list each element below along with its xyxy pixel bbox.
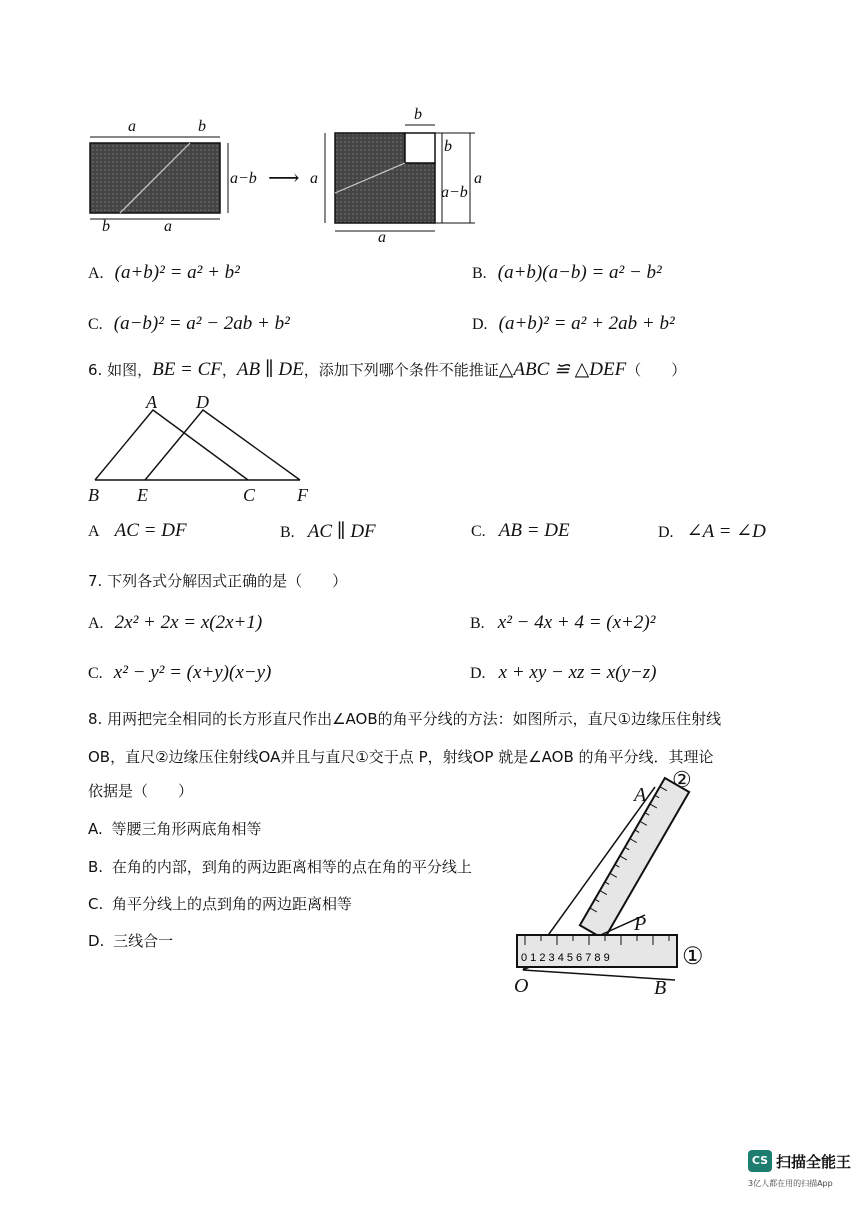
q7-option-d[interactable] bbox=[470, 662, 656, 684]
q5-label-amb-right: a−b bbox=[441, 184, 468, 201]
q7-stem: 7. 下列各式分解因式正确的是（ ） bbox=[88, 572, 348, 590]
q8-option-c[interactable] bbox=[88, 893, 352, 914]
q5-label-a-top: a bbox=[128, 118, 136, 135]
q6-point-a: A bbox=[146, 392, 157, 412]
ruler-1 bbox=[517, 935, 677, 967]
q6-stem-mid: ，添加下列哪个条件不能推证 bbox=[303, 361, 499, 379]
q5-label-a-right-bottom: a bbox=[378, 229, 386, 246]
q8-option-a[interactable] bbox=[88, 818, 262, 839]
option-text: 三线合一 bbox=[113, 932, 174, 950]
option-expr: x + xy − xz = x(y−z) bbox=[498, 662, 657, 683]
q5-arrow: ⟶ bbox=[268, 166, 300, 191]
q6-point-f: F bbox=[297, 485, 308, 505]
option-expr: x² − 4x + 4 = (x+2)² bbox=[497, 612, 656, 633]
q6-option-c[interactable] bbox=[471, 520, 570, 542]
q5-label-b-right-side: b bbox=[444, 138, 452, 155]
option-key: B. bbox=[280, 524, 295, 541]
q5-label-b-right-top: b bbox=[414, 106, 422, 123]
q6-stem-prefix: 6. 如图， bbox=[88, 361, 153, 379]
option-key: B. bbox=[470, 615, 485, 632]
scanner-watermark bbox=[748, 1150, 866, 1210]
q5-option-a[interactable] bbox=[88, 262, 240, 284]
svg-text:0 1 2 3 4 5 6 7 8 9: 0 1 2 3 4 5 6 7 8 9 bbox=[521, 952, 610, 964]
option-key: C. bbox=[88, 316, 103, 333]
option-key: C. bbox=[88, 665, 103, 682]
q5-option-b[interactable] bbox=[472, 262, 662, 284]
option-expr: (a+b)(a−b) = a² − b² bbox=[497, 262, 662, 283]
q8-option-b[interactable] bbox=[88, 856, 472, 877]
q6-point-c: C bbox=[243, 485, 256, 505]
q8-stem-line1: 8. 用两把完全相同的长方形直尺作出∠AOB的角平分线的方法：如图所示，直尺①边缘压住射线 bbox=[88, 710, 722, 728]
q5-label-a-right-left: a bbox=[310, 170, 318, 187]
option-expr: x² − y² = (x+y)(x−y) bbox=[113, 662, 272, 683]
q5-label-a-bottom: a bbox=[164, 218, 172, 235]
option-key: A. bbox=[88, 820, 103, 838]
q8-point-o: O bbox=[514, 975, 529, 997]
q6-stem-math3: △ABC ≌ △DEF bbox=[498, 359, 627, 380]
option-key: A. bbox=[88, 615, 104, 632]
q6-option-d[interactable] bbox=[658, 520, 766, 543]
option-key: D. bbox=[88, 932, 105, 950]
q6-option-a[interactable] bbox=[88, 520, 187, 542]
option-key: A bbox=[88, 523, 100, 540]
q7-option-a[interactable] bbox=[88, 612, 262, 634]
q8-option-d[interactable] bbox=[88, 930, 173, 951]
q5-label-b-bottom: b bbox=[102, 218, 110, 235]
option-text: 角平分线上的点到角的两边距离相等 bbox=[112, 895, 353, 913]
option-expr: (a+b)² = a² + 2ab + b² bbox=[498, 313, 675, 334]
q6-point-e: E bbox=[137, 485, 148, 505]
q6-stem-sep: ， bbox=[221, 361, 237, 379]
option-key: C. bbox=[471, 523, 486, 540]
q7-option-b[interactable] bbox=[470, 612, 655, 634]
option-expr: ∠A = ∠D bbox=[686, 521, 766, 542]
option-expr: 2x² + 2x = x(2x+1) bbox=[114, 612, 263, 633]
cs-logo: CS bbox=[748, 1150, 772, 1172]
q8-ruler-2-label: ② bbox=[672, 768, 692, 793]
q5-option-c[interactable] bbox=[88, 313, 290, 335]
option-expr: (a−b)² = a² − 2ab + b² bbox=[113, 313, 290, 334]
q5-label-a-right-far: a bbox=[474, 170, 482, 187]
q8-ruler-1-label: ① bbox=[682, 942, 704, 970]
q6-stem-end: （ ） bbox=[626, 361, 687, 379]
option-expr: AC = DF bbox=[114, 520, 187, 541]
q6-stem bbox=[88, 358, 686, 381]
option-text: 在角的内部，到角的两边距离相等的点在角的平分线上 bbox=[111, 858, 472, 876]
q6-point-b: B bbox=[88, 485, 99, 505]
q8-stem-line2: OB，直尺②边缘压住射线OA并且与直尺①交于点 P，射线OP 就是∠AOB 的角平分线．其理论 bbox=[88, 748, 714, 766]
option-key: C. bbox=[88, 895, 104, 913]
q8-point-b: B bbox=[654, 977, 667, 999]
option-key: B. bbox=[88, 858, 104, 876]
option-key: D. bbox=[472, 316, 488, 333]
q6-stem-math2: AB ∥ DE bbox=[236, 359, 304, 380]
brand-name: 扫描全能王 bbox=[776, 1153, 852, 1171]
q8-ruler-figure bbox=[505, 775, 725, 1005]
q6-stem-math1: BE = CF bbox=[152, 359, 222, 380]
q5-label-amb-left: a−b bbox=[230, 170, 257, 187]
q7-option-c[interactable] bbox=[88, 662, 271, 684]
brand-tagline: 3亿人都在用的扫描App bbox=[748, 1179, 833, 1188]
option-expr: AC ∥ DF bbox=[307, 521, 376, 542]
q5-option-d[interactable] bbox=[472, 313, 675, 335]
q8-stem-line3: 依据是（ ） bbox=[88, 782, 194, 800]
option-key: B. bbox=[472, 265, 487, 282]
q5-label-b-top: b bbox=[198, 118, 206, 135]
option-expr: (a+b)² = a² + b² bbox=[114, 262, 240, 283]
q6-point-d: D bbox=[196, 392, 209, 412]
option-expr: AB = DE bbox=[498, 520, 570, 541]
q8-point-a: A bbox=[634, 784, 647, 806]
option-key: A. bbox=[88, 265, 104, 282]
q6-option-b[interactable] bbox=[280, 520, 376, 543]
option-key: D. bbox=[658, 524, 674, 541]
option-key: D. bbox=[470, 665, 486, 682]
q8-point-p: P bbox=[634, 913, 647, 935]
option-text: 等腰三角形两底角相等 bbox=[111, 820, 262, 838]
